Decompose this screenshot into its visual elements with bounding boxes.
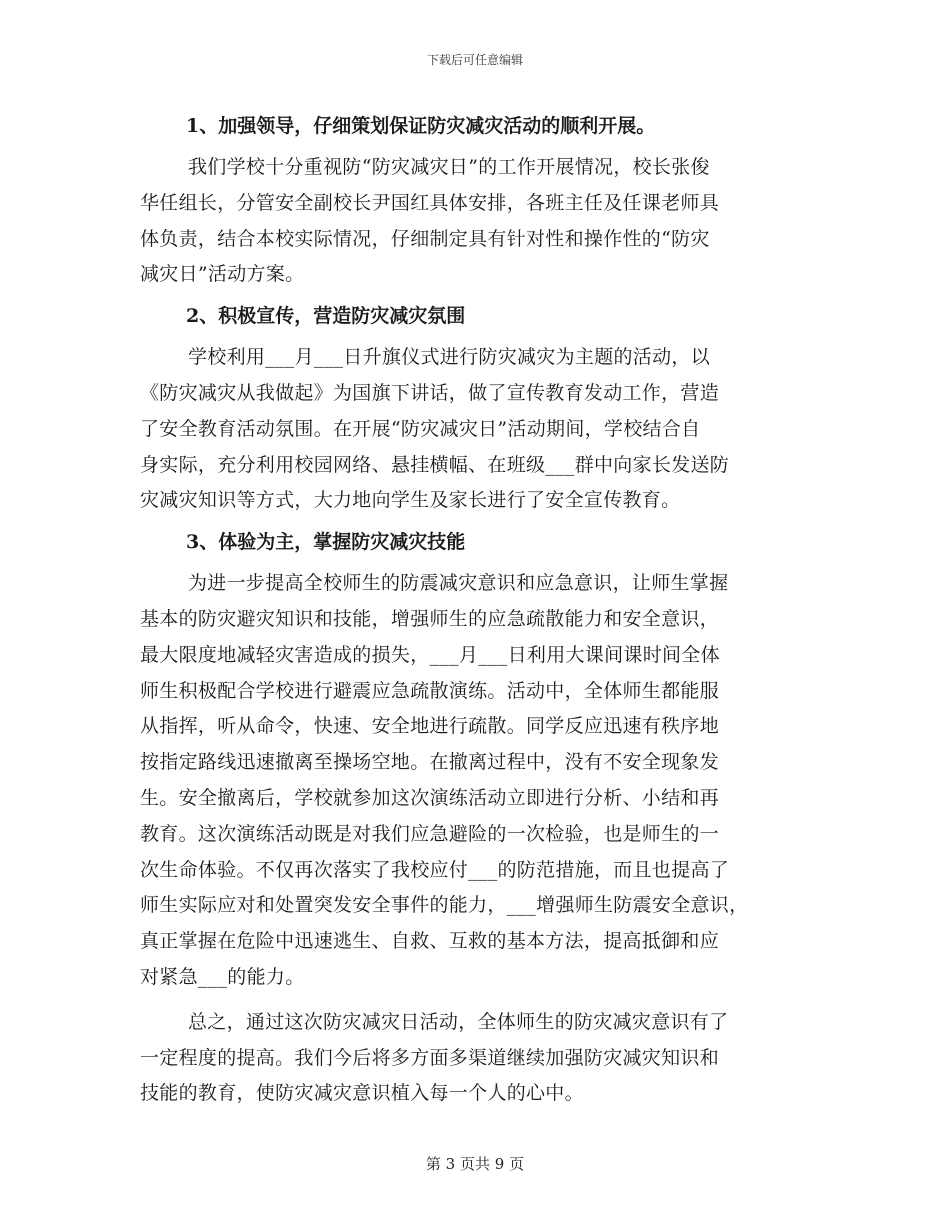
- paragraph-line: 生。安全撤离后，学校就参加这次演练活动立即进行分析、小结和再: [140, 786, 720, 809]
- paragraph-line: 按指定路线迅速撤离至操场空地。在撤离过程中，没有不安全现象发: [140, 751, 720, 774]
- paragraph-line: 教育。这次演练活动既是对我们应急避险的一次检验，也是师生的一: [140, 822, 720, 845]
- paragraph-line: 技能的教育，使防灾减灾意识植入每一个人的心中。: [140, 1082, 584, 1105]
- paragraph-line: 总之，通过这次防灾减灾日活动，全体师生的防灾减灾意识有了: [188, 1010, 729, 1033]
- section-3-heading: 3、体验为主，掌握防灾减灾技能: [186, 531, 466, 554]
- section-2-paragraph: [140, 340, 820, 519]
- paragraph-line: 对紧急___的能力。: [140, 965, 305, 988]
- section-1-paragraph: [140, 150, 820, 293]
- paragraph-line: 次生命体验。不仅再次落实了我校应付___的防范措施，而且也提高了: [140, 858, 730, 881]
- page-footer: 第 3 页共 9 页: [425, 1155, 525, 1173]
- paragraph-line: 灾减灾知识等方式，大力地向学生及家长进行了安全宣传教育。: [140, 489, 681, 512]
- paragraph-line: 师生积极配合学校进行避震应急疏散演练。活动中，全体师生都能服: [140, 679, 720, 702]
- paragraph-line: 学校利用___月___日升旗仪式进行防灾减灾为主题的活动，以: [188, 346, 711, 369]
- document-body: [140, 103, 820, 1112]
- paragraph-line: 为进一步提高全校师生的防震减灾意识和应急意识，让师生掌握: [188, 572, 729, 595]
- page-header: 下载后可任意编辑: [426, 53, 523, 67]
- paragraph-line: 《防灾减灾从我做起》为国旗下讲话，做了宣传教育发动工作，营造: [140, 381, 720, 404]
- paragraph-line: 了安全教育活动氛围。在开展“防灾减灾日”活动期间，学校结合自: [140, 417, 701, 440]
- paragraph-line: 华任组长，分管安全副校长尹国红具体安排，各班主任及任课老师具: [140, 191, 720, 214]
- conclusion-paragraph: [140, 1005, 820, 1112]
- paragraph-line: 一定程度的提高。我们今后将多方面多渠道继续加强防灾减灾知识和: [140, 1046, 720, 1069]
- paragraph-line: 最大限度地减轻灾害造成的损失，___月___日利用大课间课时间全体: [140, 643, 720, 666]
- paragraph-line: 从指挥，听从命令，快速、安全地进行疏散。同学反应迅速有秩序地: [140, 715, 720, 738]
- paragraph-line: 身实际，充分利用校园网络、悬挂横幅、在班级___群中向家长发送防: [140, 453, 730, 476]
- section-2-heading: 2、积极宣传，营造防灾减灾氛围: [186, 305, 466, 328]
- paragraph-line: 基本的防灾避灾知识和技能，增强师生的应急疏散能力和安全意识，: [140, 607, 720, 630]
- paragraph-line: 体负责，结合本校实际情况，仔细制定具有针对性和操作性的“防灾: [140, 227, 710, 250]
- paragraph-line: 我们学校十分重视防“防灾减灾日”的工作开展情况，校长张俊: [188, 156, 710, 178]
- section-3-paragraph: [140, 566, 820, 996]
- paragraph-line: 师生实际应对和处置突发安全事件的能力，___增强师生防震安全意识，: [140, 894, 749, 917]
- paragraph-line: 减灾日”活动方案。: [140, 263, 305, 286]
- section-1-heading: 1、加强领导，仔细策划保证防灾减灾活动的顺利开展。: [186, 115, 656, 137]
- paragraph-line: 真正掌握在危险中迅速逃生、自救、互救的基本方法，提高抵御和应: [140, 930, 720, 953]
